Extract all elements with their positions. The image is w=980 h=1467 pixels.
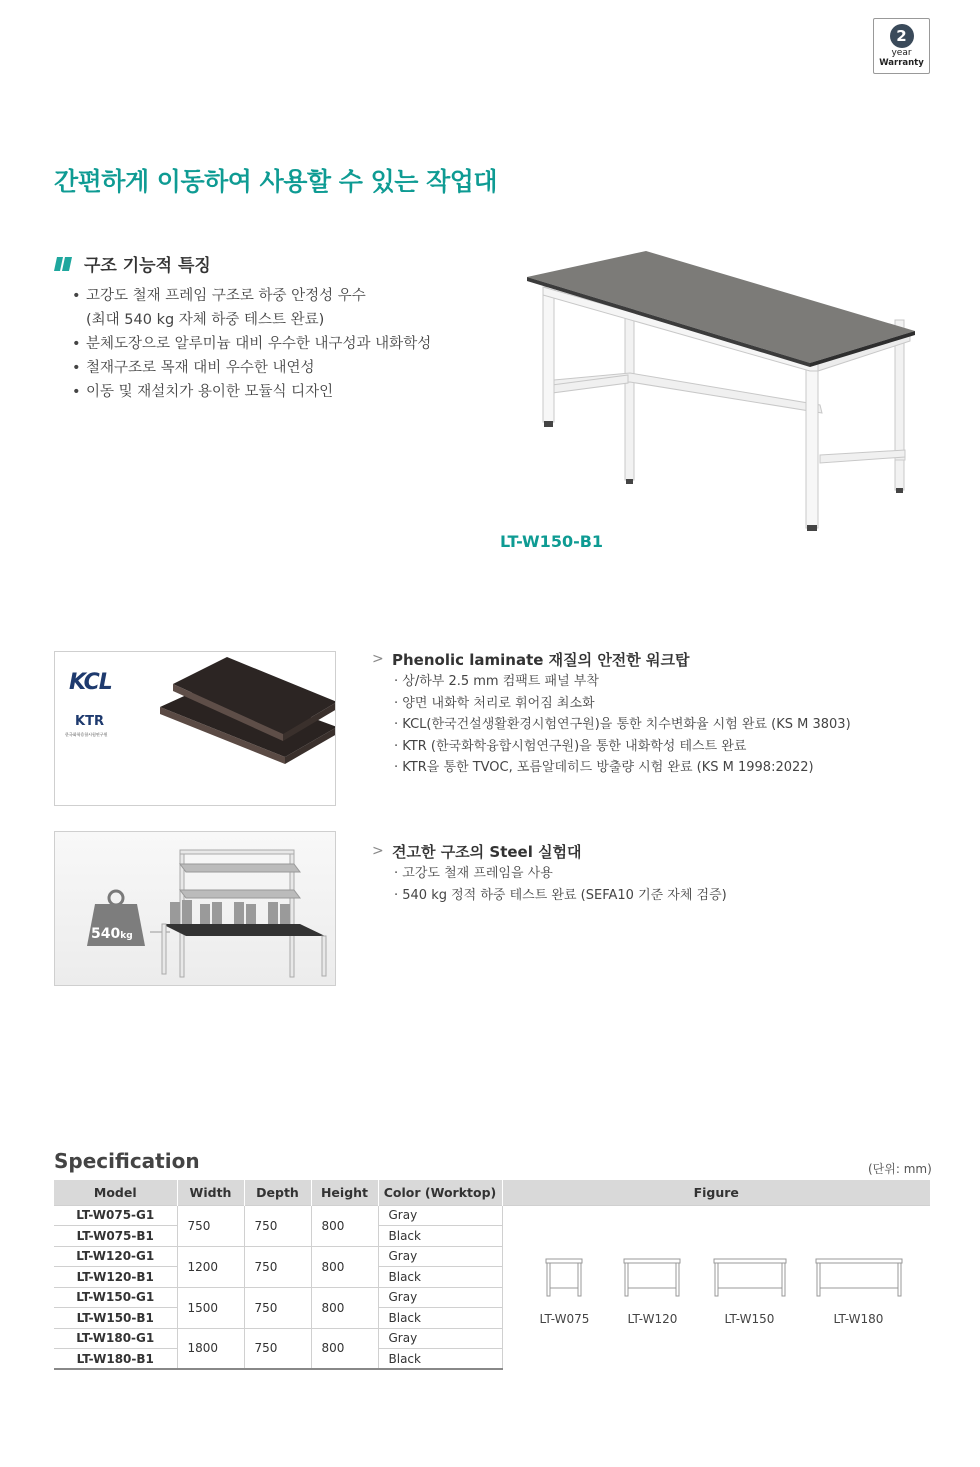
table-row: LT-W120-G1 1200 750 800 Gray <box>54 1246 930 1267</box>
table-row: LT-W120-B1 Black <box>54 1267 930 1288</box>
figure-lt-w150 <box>713 1258 787 1298</box>
figure-lt-w120 <box>623 1258 681 1298</box>
warranty-line2: Warranty <box>879 58 924 68</box>
figure-label: LT-W075 <box>539 1311 590 1326</box>
load-test-image <box>54 831 336 986</box>
figure-label: LT-W180 <box>833 1311 884 1326</box>
ktr-logo: KTR <box>75 714 104 729</box>
figure-lt-w075 <box>545 1258 583 1298</box>
chevron-right-icon: > <box>372 651 384 667</box>
spec-table <box>54 1180 930 1370</box>
feature-item: • 분체도장으로 알루미늄 대비 우수한 내구성과 내화학성 <box>72 336 432 352</box>
hero-table-image <box>520 245 920 535</box>
point-item: · 고강도 철재 프레임을 사용 <box>394 866 553 881</box>
point-item: · 양면 내화학 처리로 휘어짐 최소화 <box>394 695 595 711</box>
ktr-sub-label: 한국화학융합시험연구원 <box>65 732 108 737</box>
figure-label: LT-W150 <box>724 1311 775 1326</box>
table-row: LT-W150-G1 1500 750 800 Gray <box>54 1287 930 1308</box>
feature-item: • 철재구조로 목재 대비 우수한 내연성 <box>72 360 315 376</box>
table-row: LT-W075-B1 Black <box>54 1226 930 1247</box>
spec-unit: (단위: mm) <box>868 1162 932 1176</box>
table-row: LT-W180-G1 1800 750 800 Gray <box>54 1328 930 1349</box>
point-title: Phenolic laminate 재질의 안전한 워크탑 <box>392 651 690 669</box>
point-item: · KTR을 통한 TVOC, 포름알데히드 방출량 시험 완료 (KS M 1998:2022) <box>394 760 814 775</box>
kcl-logo: KCL <box>69 670 112 695</box>
worktop-panel-image <box>54 651 336 806</box>
col-model: Model <box>54 1180 177 1205</box>
warranty-line1: year <box>891 48 912 58</box>
hero-model-label: LT-W150-B1 <box>500 532 604 551</box>
point-title: 견고한 구조의 Steel 실험대 <box>392 843 582 861</box>
spec-title: Specification <box>54 1149 200 1173</box>
point-item: · KTR (한국화학융합시험연구원)을 통한 내화학성 테스트 완료 <box>394 738 747 754</box>
feature-item: • 고강도 철재 프레임 구조로 하중 안정성 우수 (최대 540 kg 자체 하중 테스트 완료) <box>72 288 366 328</box>
features-list <box>72 284 431 404</box>
col-width: Width <box>177 1180 244 1205</box>
col-depth: Depth <box>244 1180 311 1205</box>
chevron-right-icon: > <box>372 843 384 859</box>
page-title: 간편하게 이동하여 사용할 수 있는 작업대 <box>54 167 498 196</box>
figure-lt-w180 <box>815 1258 903 1298</box>
col-height: Height <box>311 1180 378 1205</box>
col-figure: Figure <box>502 1180 930 1205</box>
warranty-badge <box>873 18 930 74</box>
table-row: LT-W150-B1 Black <box>54 1308 930 1329</box>
figure-label: LT-W120 <box>627 1311 678 1326</box>
point-item: · 상/하부 2.5 mm 컴팩트 패널 부착 <box>394 674 599 689</box>
feature-mark-icon <box>54 257 72 271</box>
weight-badge: 540kg <box>91 926 133 942</box>
figure-cell <box>502 1205 930 1369</box>
spec-header-row <box>54 1180 930 1205</box>
loaded-frame-icon <box>150 842 335 982</box>
panel-stack-icon <box>155 652 336 806</box>
feature-item: • 이동 및 재설치가 용이한 모듈식 디자인 <box>72 384 334 400</box>
warranty-number: 2 <box>890 24 914 48</box>
features-heading: 구조 기능적 특징 <box>84 256 211 276</box>
col-color: Color (Worktop) <box>378 1180 502 1205</box>
point-item: · 540 kg 정적 하중 테스트 완료 (SEFA10 기준 자체 검증) <box>394 887 727 903</box>
point-item: · KCL(한국건설생활환경시험연구원)을 통한 치수변화율 시험 완료 (KS M 3803) <box>394 717 851 732</box>
table-row: LT-W180-B1 Black <box>54 1349 930 1370</box>
table-row: LT-W075-G1 750 750 800 Gray LT-W075 LT-W120 LT-W150 LT-W180 <box>54 1205 930 1226</box>
